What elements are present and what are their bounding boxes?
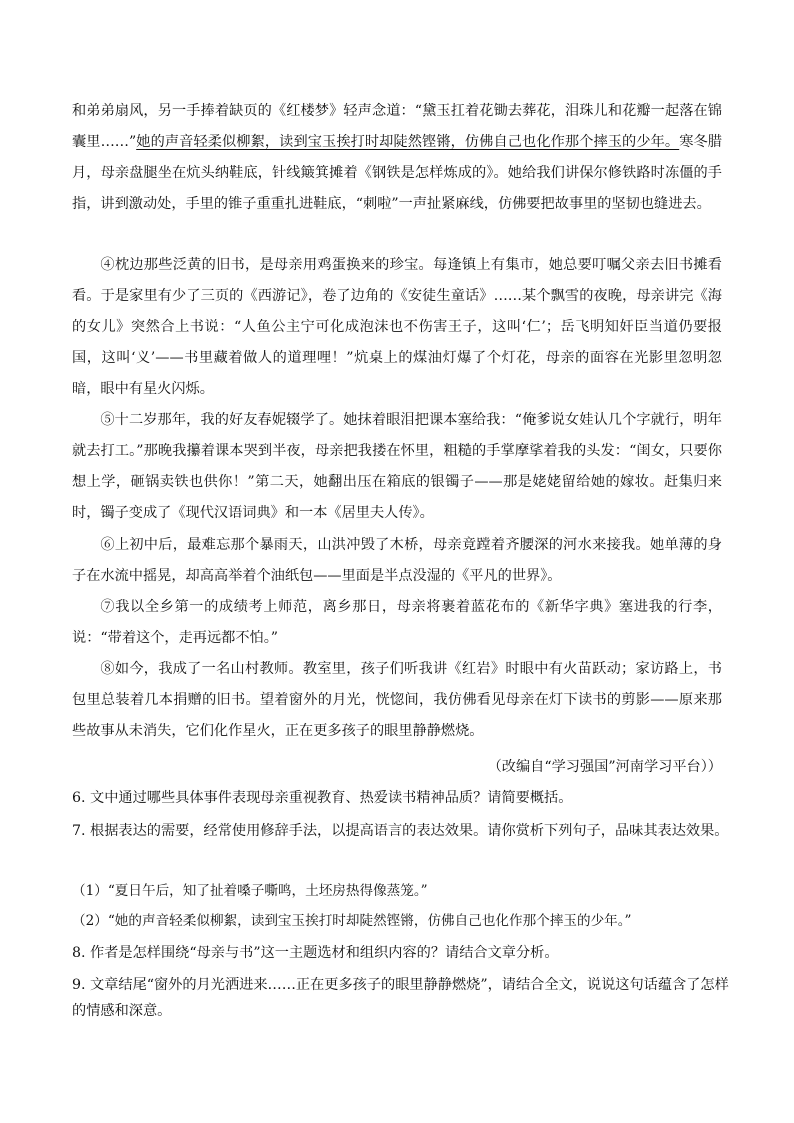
question-6: 6. 文中通过哪些具体事件表现母亲重视教育、热爱读书精神品质？请简要概括。 — [72, 790, 573, 806]
underlined-sentence: 她的声音轻柔似柳絮，读到宝玉挨打时却陡然铿锵，仿佛自己也化作那个摔玉的少年。 — [136, 134, 680, 150]
paragraph-6: ⑥上初中后，最难忘那个暴雨天，山洪冲毁了木桥，母亲竟蹚着齐腰深的河水来接我。她单薄的身子在水流中摇晃，却高高举着个油纸包——里面是半点没湿的《平凡的世界》。 — [72, 537, 722, 584]
paragraph-3-continued — [72, 96, 722, 220]
paragraph-8: ⑧如今，我成了一名山村教师。教室里，孩子们听我讲《红岩》时眼中有火苗跃动；家访路上，书包里总装着几本捐赠的旧书。望着窗外的月光，恍惚间，我仿佛看见母亲在灯下读书的剪影——原来那些故事从未消失，它们化作星火，正在更多孩子的眼里静静燃烧。 — [72, 661, 722, 739]
paragraph-4: ④枕边那些泛黄的旧书，是母亲用鸡蛋换来的珍宝。每逢镇上有集市，她总要叮嘱父亲去旧书摊看看。于是家里有少了三页的《西游记》，卷了边角的《安徒生童话》……某个飘雪的夜晚，母亲讲完《海的女儿》突然合上书说：“人鱼公主宁可化成泡沫也不伤害王子，这叫‘仁’；岳飞明知奸臣当道仍要报国，这叫‘义’——书里藏着做人的道理哩！”炕桌上的煤油灯爆了个灯花，母亲的面容在光影里忽明忽暗，眼中有星火闪烁。 — [72, 257, 722, 397]
question-8: 8. 作者是怎样围绕“母亲与书”这一主题选材和组织内容的？请结合文章分析。 — [72, 945, 559, 961]
paragraph-text: 和弟弟扇风，另一手捧着缺页的《红楼梦》轻声念道：“黛玉扛着花锄去葬花，泪珠儿和花瓣一起落在锦囊里……” — [72, 103, 722, 150]
paragraph-text: 寒冬腊月，母亲盘腿坐在炕头纳鞋底，针线簸箕摊着《钢铁是怎样炼成的》。她给我们讲保尔修铁路时冻僵的手指，讲到激动处，手里的锥子重重扎进鞋底，“刺啦”一声扯紧麻线，仿佛要把故事里的坚韧也缝进去。 — [72, 134, 722, 212]
question-7-item-2: （2）“她的声音轻柔似柳絮，读到宝玉挨打时却陡然铿锵，仿佛自己也化作那个摔玉的少年。” — [72, 913, 632, 929]
source-attribution: （改编自“学习强国”河南学习平台）） — [487, 759, 722, 775]
question-7: 7. 根据表达的需要，经常使用修辞手法，以提高语言的表达效果。请你赏析下列句子，品味其表达效果。 — [72, 823, 729, 839]
paragraph-7: ⑦我以全乡第一的成绩考上师范，离乡那日，母亲将裹着蓝花布的《新华字典》塞进我的行李，说：“带着这个，走再远都不怕。” — [72, 599, 722, 646]
question-7-item-1: （1）“夏日午后，知了扯着嗓子嘶鸣，土坯房热得像蒸笼。” — [72, 883, 428, 899]
paragraph-5: ⑤十二岁那年，我的好友春妮辍学了。她抹着眼泪把课本塞给我：“俺爹说女娃认几个字就行，明年就去打工。”那晚我攥着课本哭到半夜，母亲把我搂在怀里，粗糙的手掌摩挲着我的头发：“闺女，只要你想上学，砸锅卖铁也供你！”第二天，她翻出压在箱底的银镯子——那是姥姥留给她的嫁妆。赶集归来时，镯子变成了《现代汉语词典》和一本《居里夫人传》。 — [72, 412, 722, 521]
question-9: 9. 文章结尾“窗外的月光洒进来……正在更多孩子的眼里静静燃烧”，请结合全文，说说这句话蕴含了怎样的情感和深意。 — [72, 977, 729, 1019]
